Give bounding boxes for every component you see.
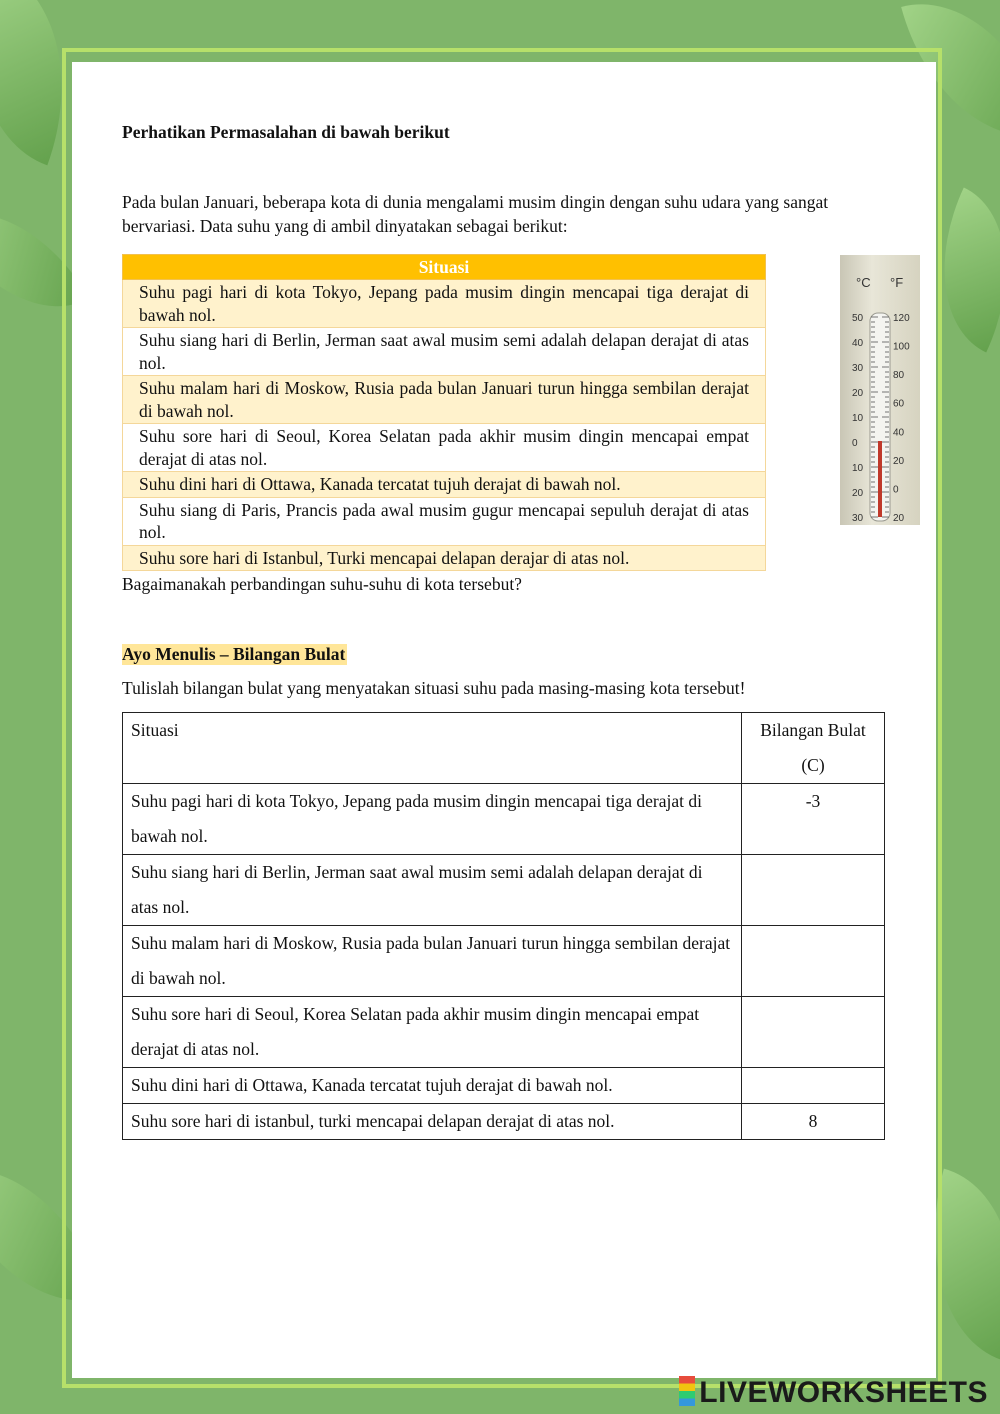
fahrenheit-tick-label: 20: [893, 455, 905, 467]
answer-input-cell[interactable]: 8: [742, 1104, 885, 1140]
situation-table: [122, 254, 766, 571]
worksheet-page: [72, 62, 936, 1378]
fahrenheit-tick-label: 80: [893, 370, 905, 382]
table-row: [123, 1068, 885, 1104]
fahrenheit-tick-label: 120: [893, 313, 910, 324]
table-row: [123, 472, 766, 498]
table-row: [123, 997, 885, 1068]
celsius-tick-label: 50: [852, 313, 864, 324]
answer-table: [122, 712, 885, 1140]
situation-cell: Suhu sore hari di Seoul, Korea Selatan pada akhir musim dingin mencapai empat derajat di atas nol.: [123, 424, 766, 472]
situation-cell: Suhu siang di Paris, Prancis pada awal musim gugur mencapai sepuluh derajat di atas nol.: [123, 497, 766, 545]
situation-table-header: Situasi: [123, 255, 766, 280]
celsius-scale-labels: [852, 313, 864, 524]
intro-paragraph: Pada bulan Januari, beberapa kota di dunia mengalami musim dingin dengan suhu udara yang sangat bervariasi. Data suhu yang di ambil dinyatakan sebagai berikut:: [122, 192, 829, 236]
situation-cell: Suhu pagi hari di kota Tokyo, Jepang pada musim dingin mencapai tiga derajat di bawah nol.: [123, 280, 766, 328]
table-row: [123, 376, 766, 424]
fahrenheit-tick-label: 20: [893, 513, 905, 524]
fahrenheit-tick-label: 40: [893, 427, 905, 439]
fahrenheit-tick-label: 0: [893, 484, 899, 496]
celsius-unit: °C: [856, 275, 871, 290]
brand-name: LIVEWORKSHEETS: [699, 1376, 988, 1409]
table-header-row: [123, 713, 885, 784]
table-row: [123, 784, 885, 855]
celsius-tick-label: 20: [852, 488, 864, 499]
answer-situation-cell: Suhu siang hari di Berlin, Jerman saat awal musim semi adalah delapan derajat di atas nol.: [123, 855, 742, 926]
fahrenheit-scale-labels: [893, 313, 910, 524]
column-header-number: Bilangan Bulat (C): [742, 713, 885, 784]
table-row: [123, 1104, 885, 1140]
thermometer-icon: [840, 255, 920, 525]
answer-input-cell[interactable]: [742, 855, 885, 926]
table-row: [123, 855, 885, 926]
fahrenheit-tick-label: 100: [893, 341, 910, 353]
answer-input-cell[interactable]: -3: [742, 784, 885, 855]
liveworksheets-logo-icon: [679, 1376, 695, 1406]
table-row: [123, 926, 885, 997]
answer-input-cell[interactable]: [742, 997, 885, 1068]
celsius-tick-label: 0: [852, 438, 858, 449]
answer-situation-cell: Suhu sore hari di istanbul, turki mencapai delapan derajat di atas nol.: [123, 1104, 742, 1140]
situation-cell: Suhu dini hari di Ottawa, Kanada tercatat tujuh derajat di bawah nol.: [123, 472, 766, 498]
section-title: Ayo Menulis – Bilangan Bulat: [122, 644, 346, 664]
answer-input-cell[interactable]: [742, 1068, 885, 1104]
situation-cell: Suhu sore hari di Istanbul, Turki mencapai delapan derajar di atas nol.: [123, 545, 766, 571]
table-row: [123, 545, 766, 571]
column-header-situation: Situasi: [123, 713, 742, 784]
page-title: Perhatikan Permasalahan di bawah berikut: [122, 122, 450, 142]
answer-input-cell[interactable]: [742, 926, 885, 997]
celsius-tick-label: 10: [852, 463, 864, 474]
celsius-tick-label: 40: [852, 338, 864, 349]
celsius-tick-label: 30: [852, 513, 864, 524]
answer-situation-cell: Suhu sore hari di Seoul, Korea Selatan pada akhir musim dingin mencapai empat derajat di atas nol.: [123, 997, 742, 1068]
table-row: [123, 280, 766, 328]
celsius-tick-label: 10: [852, 413, 864, 424]
fahrenheit-tick-label: 60: [893, 398, 905, 410]
liveworksheets-logo[interactable]: [679, 1376, 988, 1410]
celsius-tick-label: 20: [852, 388, 864, 399]
answer-situation-cell: Suhu malam hari di Moskow, Rusia pada bulan Januari turun hingga sembilan derajat di bawah nol.: [123, 926, 742, 997]
question-text: Bagaimanakah perbandingan suhu-suhu di kota tersebut?: [122, 574, 522, 594]
instruction-text: Tulislah bilangan bulat yang menyatakan situasi suhu pada masing-masing kota tersebut!: [122, 678, 746, 698]
answer-situation-cell: Suhu dini hari di Ottawa, Kanada tercatat tujuh derajat di bawah nol.: [123, 1068, 742, 1104]
table-row: [123, 424, 766, 472]
answer-situation-cell: Suhu pagi hari di kota Tokyo, Jepang pada musim dingin mencapai tiga derajat di bawah nol.: [123, 784, 742, 855]
fahrenheit-unit: °F: [890, 275, 904, 290]
situation-cell: Suhu siang hari di Berlin, Jerman saat awal musim semi adalah delapan derajat di atas nol.: [123, 328, 766, 376]
celsius-tick-label: 30: [852, 363, 864, 374]
table-row: [123, 328, 766, 376]
situation-cell: Suhu malam hari di Moskow, Rusia pada bulan Januari turun hingga sembilan derajat di bawah nol.: [123, 376, 766, 424]
table-row: [123, 497, 766, 545]
mercury-column: [878, 441, 882, 517]
